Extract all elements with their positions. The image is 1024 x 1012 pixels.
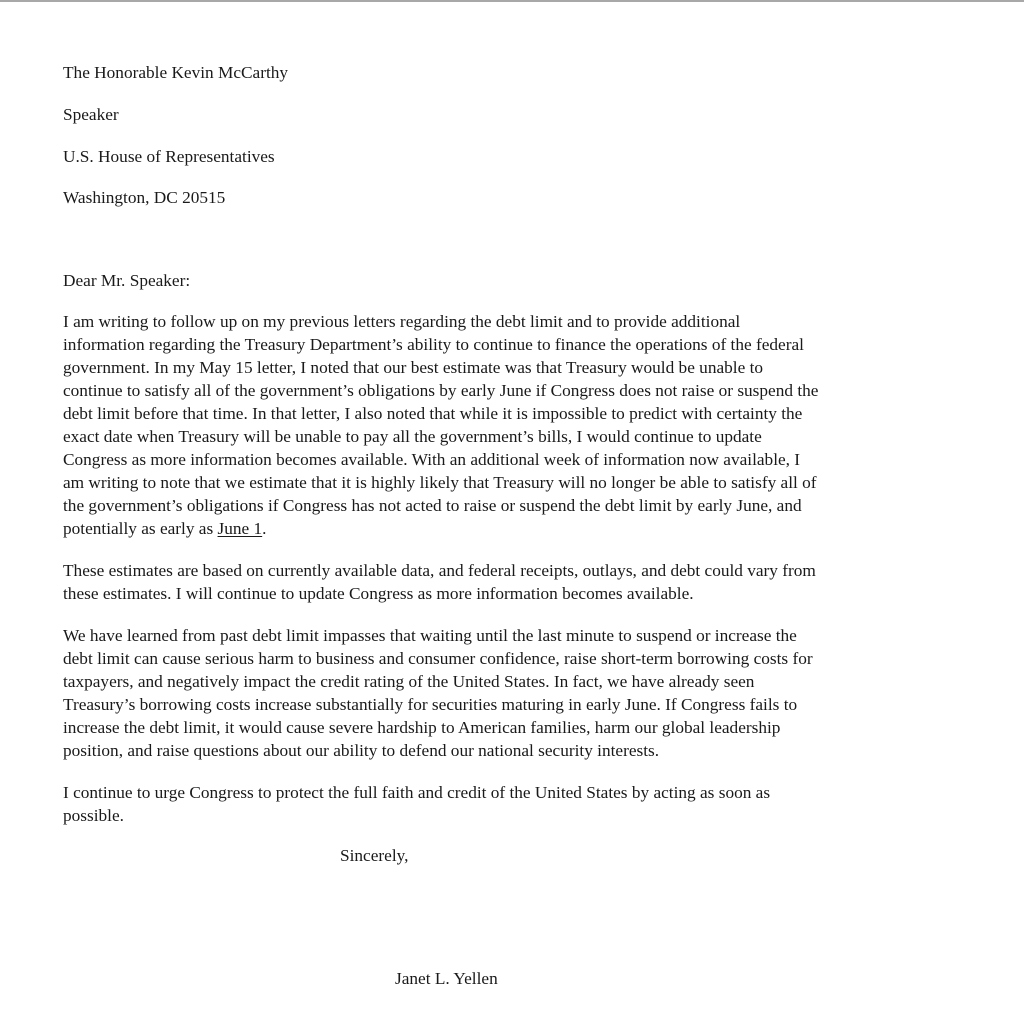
paragraph-line: debt limit before that time. In that letter, I also noted that while it is impossible to predict with certainty the	[63, 404, 803, 423]
paragraph-line: government. In my May 15 letter, I noted that our best estimate was that Treasury would be unable to	[63, 358, 764, 377]
recipient-organization: U.S. House of Representatives	[63, 147, 275, 166]
paragraph-line: position, and raise questions about our ability to defend our national security interests.	[63, 741, 660, 760]
underlined-date: June 1	[217, 519, 263, 538]
recipient-title: Speaker	[63, 105, 119, 124]
closing: Sincerely,	[340, 846, 409, 865]
paragraph-line-last	[63, 517, 883, 540]
salutation: Dear Mr. Speaker:	[63, 271, 191, 290]
recipient-name: The Honorable Kevin McCarthy	[63, 63, 289, 82]
paragraph-3	[63, 624, 883, 762]
paragraph-line: debt limit can cause serious harm to business and consumer confidence, raise short-term borrowing costs for	[63, 649, 813, 668]
paragraph-line: These estimates are based on currently available data, and federal receipts, outlays, and debt could vary from	[63, 561, 816, 580]
paragraph-line: possible.	[63, 806, 124, 825]
paragraph-line: I am writing to follow up on my previous letters regarding the debt limit and to provide additional	[63, 312, 741, 331]
text-segment: potentially as early as	[63, 519, 218, 538]
paragraph-4	[63, 781, 883, 827]
paragraph-line: these estimates. I will continue to update Congress as more information becomes available.	[63, 584, 694, 603]
recipient-address: Washington, DC 20515	[63, 188, 226, 207]
top-border-rule	[0, 0, 1024, 2]
paragraph-line: increase the debt limit, it would cause severe hardship to American families, harm our global leadership	[63, 718, 781, 737]
paragraph-line: exact date when Treasury will be unable to pay all the government’s bills, I would continue to update	[63, 427, 762, 446]
text-segment: .	[262, 519, 267, 538]
paragraph-line: am writing to note that we estimate that it is highly likely that Treasury will no longer be able to satisfy all of	[63, 473, 817, 492]
paragraph-line: We have learned from past debt limit impasses that waiting until the last minute to suspend or increase the	[63, 626, 797, 645]
paragraph-line: information regarding the Treasury Department’s ability to continue to finance the operations of the federal	[63, 335, 804, 354]
signature-name: Janet L. Yellen	[395, 969, 498, 988]
paragraph-line: continue to satisfy all of the government’s obligations by early June if Congress does not raise or suspend the	[63, 381, 819, 400]
paragraph-line: taxpayers, and negatively impact the credit rating of the United States. In fact, we have already seen	[63, 672, 755, 691]
paragraph-line: the government’s obligations if Congress has not acted to raise or suspend the debt limit by early June, and	[63, 496, 802, 515]
paragraph-line: Treasury’s borrowing costs increase substantially for securities maturing in early June. If Congress fails to	[63, 695, 798, 714]
paragraph-2	[63, 559, 883, 605]
paragraph-1	[63, 310, 883, 540]
paragraph-line: Congress as more information becomes available. With an additional week of information now available, I	[63, 450, 801, 469]
paragraph-line: I continue to urge Congress to protect the full faith and credit of the United States by acting as soon as	[63, 783, 771, 802]
